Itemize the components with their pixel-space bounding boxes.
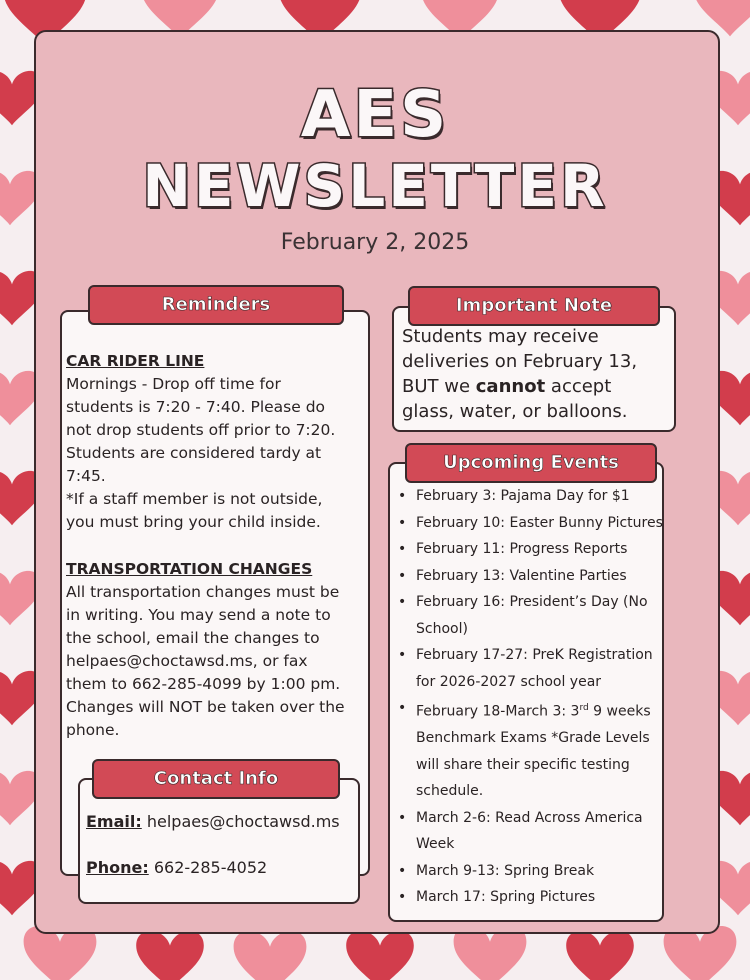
event-item: • March 17: Spring Pictures [416,884,672,911]
car-rider-line: Students are considered tardy at [66,444,322,462]
transportation-heading: TRANSPORTATION CHANGES [66,560,313,578]
email-label: Email: [86,812,142,831]
transport-line: in writing. You may send a note to [66,606,331,624]
reminders-heading: Reminders [88,285,344,325]
upcoming-events-heading: Upcoming Events [405,443,657,483]
event-item: • March 9-13: Spring Break [416,858,672,885]
event-superscript: rd [579,703,589,713]
title-line-2: NEWSLETTER [142,152,608,220]
contact-phone-row [86,856,267,879]
note-line-text: BUT we [402,376,476,397]
transport-line: Changes will NOT be taken over the [66,698,345,716]
event-item: • February 11: Progress Reports [416,536,672,563]
event-text: 9 weeks Benchmark Exams *Grade Levels will share their specific testing schedule. [416,703,651,800]
event-item: • February 17-27: PreK Registration for 2026-2027 school year [416,642,672,695]
car-rider-line: *If a staff member is not outside, [66,490,323,508]
transport-line: phone. [66,721,120,739]
contact-heading: Contact Info [92,759,340,799]
title-line-1: AES [300,78,450,152]
note-line-text: accept [545,376,612,397]
car-rider-section [66,350,366,534]
note-line [402,374,670,399]
transport-line: them to 662-285-4099 by 1:00 pm. [66,675,341,693]
events-list [396,483,672,911]
event-item: • February 3: Pajama Day for $1 [416,483,672,510]
important-note-heading: Important Note [408,286,660,326]
event-item: • February 10: Easter Bunny Pictures [416,510,672,537]
event-item: • March 2-6: Read Across America Week [416,805,672,858]
phone-label: Phone: [86,858,149,877]
event-item: • February 16: President’s Day (No School) [416,589,672,642]
car-rider-line: 7:45. [66,467,106,485]
event-item: • February 13: Valentine Parties [416,563,672,590]
car-rider-line: students is 7:20 - 7:40. Please do [66,398,326,416]
note-line: glass, water, or balloons. [402,401,628,422]
car-rider-heading: CAR RIDER LINE [66,352,205,370]
event-item [416,695,672,805]
important-note-text [402,324,670,424]
email-value[interactable]: helpaes@choctawsd.ms [146,812,340,831]
transport-line: helpaes@choctawsd.ms, or fax [66,652,308,670]
car-rider-line: you must bring your child inside. [66,513,321,531]
transport-line: the school, email the changes to [66,629,320,647]
transportation-section [66,558,366,742]
contact-email-row [86,810,340,833]
car-rider-line: Mornings - Drop off time for [66,375,281,393]
phone-value[interactable]: 662-285-4052 [153,858,268,877]
car-rider-line: not drop students off prior to 7:20. [66,421,336,439]
note-line: Students may receive [402,326,599,347]
note-line: deliveries on February 13, [402,351,638,372]
newsletter-date: February 2, 2025 [280,230,470,255]
event-text: February 18-March 3: 3 [416,703,580,720]
transport-line: All transportation changes must be [66,583,340,601]
note-emphasis: cannot [475,376,546,397]
